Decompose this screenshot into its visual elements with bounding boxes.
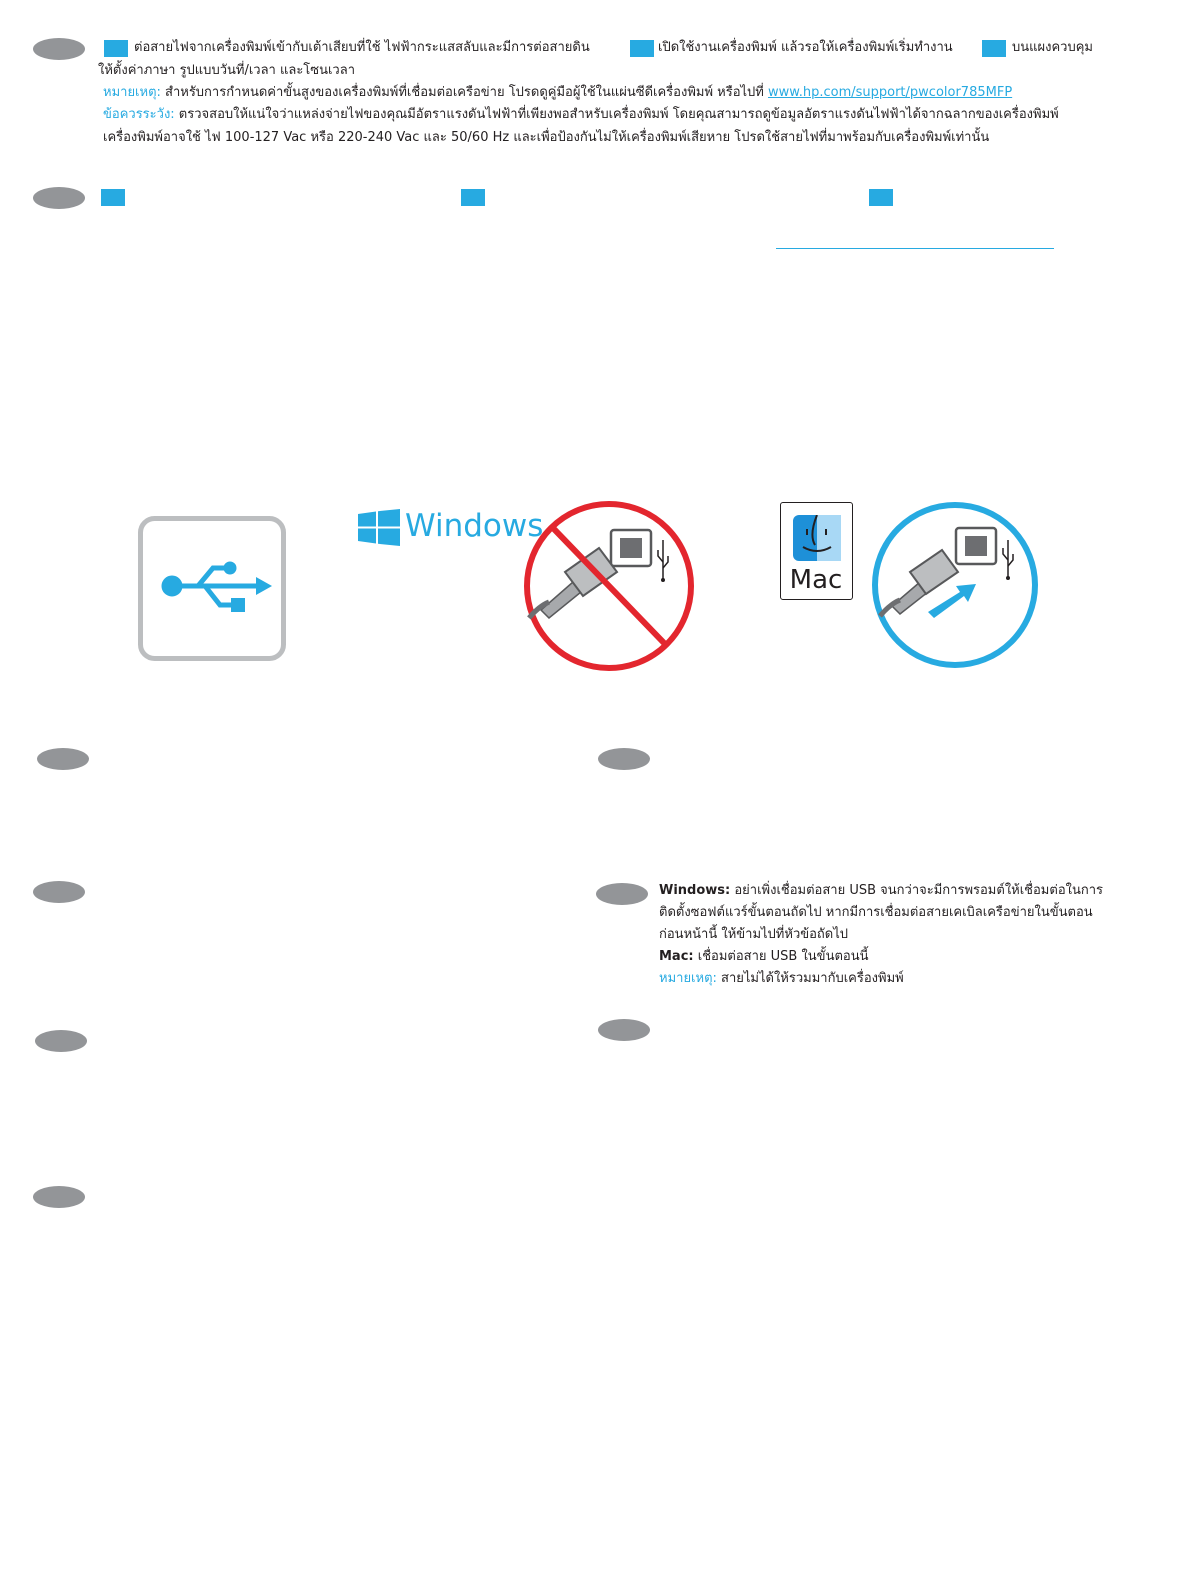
usb-prohibited-icon	[521, 500, 697, 672]
section-badge	[598, 748, 650, 770]
section-badge	[598, 1019, 650, 1041]
caution-line2: เครื่องพิมพ์อาจใช้ ไฟ 100-127 Vac หรือ 220-240 Vac และ 50/60 Hz และเพื่อป้องกันไม่ให้เครื่องพิมพ์เสียหาย โปรดใช้สายไฟที่มาพร้อมกับเครื่องพิมพ์เท่านั้น	[103, 130, 990, 145]
section-badge	[33, 1186, 85, 1208]
section-badge	[596, 883, 648, 905]
step-marker	[104, 40, 128, 57]
step-marker	[101, 189, 125, 206]
step1-text-c: บนแผงควบคุม	[1012, 40, 1093, 55]
usb-mac-text: เชื่อมต่อสาย USB ในขั้นตอนนี้	[693, 949, 869, 964]
step-marker	[461, 189, 485, 206]
note-text: สำหรับการกำหนดค่าขั้นสูงของเครื่องพิมพ์ที่เชื่อมต่อเครือข่าย โปรดดูคู่มือผู้ใช้ในแผ่นซีดีเครื่องพิมพ์ หรือไปที่	[160, 85, 769, 100]
mac-badge	[780, 502, 853, 600]
section-badge	[37, 748, 89, 770]
step1-text-b: เปิดใช้งานเครื่องพิมพ์ แล้วรอให้เครื่องพิมพ์เริ่มทำงาน	[658, 40, 953, 55]
mac-finder-icon	[793, 515, 841, 561]
usb-mac-label: Mac:	[659, 949, 694, 964]
usb-windows-text: อย่าเพิ่งเชื่อมต่อสาย USB จนกว่าจะมีการพรอมต์ให้เชื่อมต่อในการ	[730, 883, 1104, 898]
usb-note-text: สายไม่ได้ให้รวมมากับเครื่องพิมพ์	[716, 971, 904, 986]
section-badge	[33, 38, 85, 60]
step-marker	[630, 40, 654, 57]
usb-connect-icon	[870, 500, 1040, 670]
usb-note-line	[659, 969, 904, 988]
usb-windows-line2: ติดตั้งซอฟต์แวร์ขั้นตอนถัดไป หากมีการเชื่อมต่อสายเคเบิลเครือข่ายในขั้นตอน	[659, 905, 1093, 920]
step1-line2: ให้ตั้งค่าภาษา รูปแบบวันที่/เวลา และโซนเวลา	[98, 63, 355, 78]
note-line	[103, 83, 1012, 102]
section-badge	[33, 881, 85, 903]
windows-logo-text: Windows	[405, 508, 544, 544]
windows-logo-icon	[358, 509, 400, 546]
step-marker	[982, 40, 1006, 57]
caution-line	[103, 105, 1059, 124]
note-label: หมายเหตุ:	[103, 85, 161, 100]
usb-note-label: หมายเหตุ:	[659, 971, 717, 986]
step1-text-a: ต่อสายไฟจากเครื่องพิมพ์เข้ากับเต้าเสียบที่ใช้ ไฟฟ้ากระแสสลับและมีการต่อสายดิน	[134, 40, 590, 55]
usb-icon	[138, 516, 286, 661]
usb-windows-line3: ก่อนหน้านี้ ให้ข้ามไปที่หัวข้อถัดไป	[659, 927, 849, 942]
usb-windows-label: Windows:	[659, 883, 731, 898]
mac-label: Mac	[789, 565, 843, 595]
divider-line	[776, 248, 1054, 249]
usb-windows-line	[659, 881, 1103, 900]
usb-mac-line	[659, 947, 868, 966]
support-link[interactable]: www.hp.com/support/pwcolor785MFP	[768, 85, 1013, 100]
step-marker	[869, 189, 893, 206]
caution-label: ข้อควรระวัง:	[103, 107, 175, 122]
section-badge	[33, 187, 85, 209]
caution-text: ตรวจสอบให้แน่ใจว่าแหล่งจ่ายไฟของคุณมีอัตราแรงดันไฟฟ้าที่เพียงพอสำหรับเครื่องพิมพ์ โดยคุณสามารถดูข้อมูลอัตราแรงดันไฟฟ้าได้จากฉลากของเครื่องพิมพ์	[174, 107, 1059, 122]
section-badge	[35, 1030, 87, 1052]
